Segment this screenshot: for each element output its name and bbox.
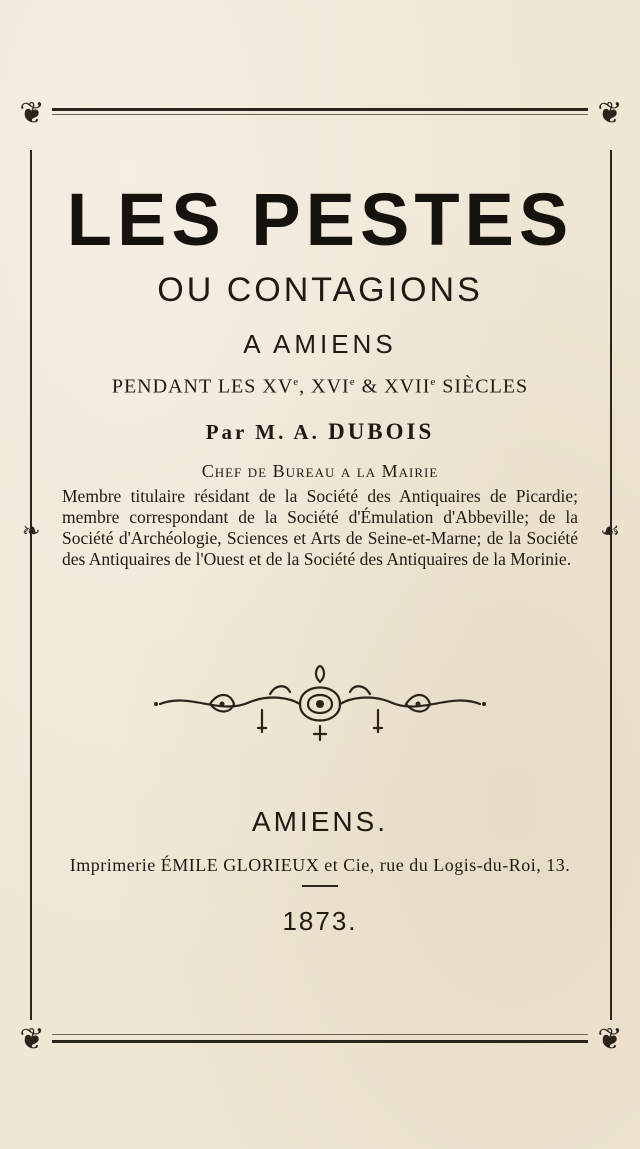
imprint-year: 1873. bbox=[282, 906, 358, 936]
author-line bbox=[0, 418, 640, 446]
author-role: Chef de Bureau a la Mairie bbox=[201, 461, 439, 481]
corner-ornament-icon: ❦ bbox=[19, 97, 45, 130]
corner-ornament-icon: ❦ bbox=[597, 97, 623, 130]
side-ornament-icon: ☙ bbox=[600, 518, 620, 543]
top-border-rule bbox=[52, 108, 588, 111]
author-by: Par bbox=[205, 420, 247, 444]
top-border-thin-rule bbox=[52, 114, 588, 115]
author-memberships: Membre titulaire résidant de la Société des Antiquaires de Picardie; membre correspondant de la Société d'Émulation d'Abbeville; de la Société d'Archéologie, Sciences et Arts de Seine-et-Marne; de la Société des Antiquaires de l'Ouest et de la Société des Antiquaires de la Morinie. bbox=[62, 486, 578, 569]
side-ornament-icon: ❧ bbox=[22, 518, 41, 543]
decorative-vignette-icon bbox=[150, 664, 490, 744]
book-period: PENDANT LES XVe, XVIe & XVIIe SIÈCLES bbox=[111, 375, 529, 398]
book-title: LES PESTES bbox=[66, 178, 574, 261]
bottom-border-thin-rule bbox=[52, 1034, 588, 1035]
author-initials: M. A. bbox=[255, 420, 320, 444]
corner-ornament-icon: ❦ bbox=[19, 1023, 45, 1056]
bottom-border-rule bbox=[52, 1040, 588, 1043]
imprint-printer: Imprimerie ÉMILE GLORIEUX et Cie, rue du Logis-du-Roi, 13. bbox=[69, 855, 571, 875]
corner-ornament-icon: ❦ bbox=[597, 1023, 623, 1056]
imprint-divider bbox=[302, 885, 338, 887]
imprint-city: AMIENS. bbox=[251, 806, 389, 837]
book-place: A AMIENS bbox=[243, 329, 397, 359]
author-name: DUBOIS bbox=[328, 419, 435, 444]
book-subtitle: OU CONTAGIONS bbox=[157, 271, 483, 309]
